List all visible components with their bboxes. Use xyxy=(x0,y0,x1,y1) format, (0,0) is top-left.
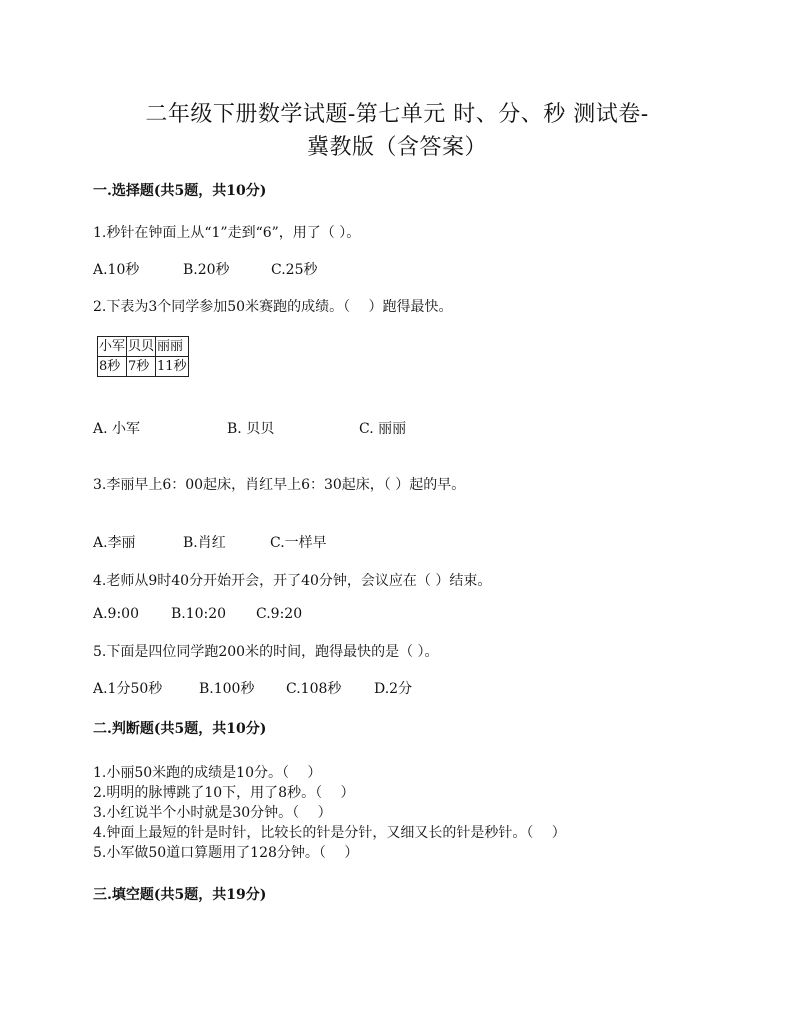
option-b: B.100秒 xyxy=(199,681,255,697)
option-b: B.肖红 xyxy=(183,535,226,551)
table-header-cell: 小军 xyxy=(98,337,127,357)
table-row xyxy=(98,357,189,377)
judge-item: 2.明明的脉博跳了10下，用了8秒。（ ） xyxy=(93,785,355,801)
question-2-text: 2.下表为3个同学参加50米赛跑的成绩。（ ）跑得最快。 xyxy=(93,299,453,315)
option-c: C. 丽丽 xyxy=(359,421,407,437)
question-5-text: 5.下面是四位同学跑200米的时间，跑得最快的是（ ）。 xyxy=(93,644,439,660)
option-a: A.李丽 xyxy=(93,535,136,551)
question-3-text: 3.李丽早上6：00起床，肖红早上6：30起床，（ ）起的早。 xyxy=(93,477,466,493)
option-b: B. 贝贝 xyxy=(227,421,275,437)
option-c: C.108秒 xyxy=(286,681,342,697)
option-c: C.一样早 xyxy=(270,535,327,551)
question-4-text: 4.老师从9时40分开始开会，开了40分钟，会议应在（ ）结束。 xyxy=(93,573,492,589)
table-header-cell: 丽丽 xyxy=(156,337,189,357)
section-heading-true-false: 二.判断题(共5题，共10分) xyxy=(93,721,267,737)
page-title-line-1: 二年级下册数学试题-第七单元 时、分、秒 测试卷- xyxy=(145,102,649,127)
option-a: A.1分50秒 xyxy=(93,681,163,697)
option-b: B.20秒 xyxy=(183,262,230,278)
judge-item: 3.小红说半个小时就是30分钟。（ ） xyxy=(93,805,332,821)
option-c: C.25秒 xyxy=(271,262,318,278)
judge-item: 1.小丽50米跑的成绩是10分。（ ） xyxy=(93,765,322,781)
question-1-text: 1.秒针在钟面上从“1”走到“6”，用了（ ）。 xyxy=(93,225,361,241)
table-header-cell: 贝贝 xyxy=(127,337,156,357)
judge-item: 4.钟面上最短的针是时针，比较长的针是分针，又细又长的针是秒针。（ ） xyxy=(93,825,566,841)
race-results-table xyxy=(97,336,189,377)
table-cell: 11秒 xyxy=(156,357,189,377)
table-cell: 7秒 xyxy=(127,357,156,377)
table-row xyxy=(98,337,189,357)
page-title-line-2: 冀教版（含答案） xyxy=(306,135,487,160)
judge-item: 5.小军做50道口算题用了128分钟。（ ） xyxy=(93,845,359,861)
option-b: B.10:20 xyxy=(171,606,227,622)
option-d: D.2分 xyxy=(374,681,413,697)
section-heading-choice: 一.选择题(共5题，共10分) xyxy=(93,183,267,199)
section-heading-fill-blank: 三.填空题(共5题，共19分) xyxy=(93,887,267,903)
option-a: A. 小军 xyxy=(93,421,141,437)
table-cell: 8秒 xyxy=(98,357,127,377)
option-a: A.9:00 xyxy=(93,606,139,622)
option-a: A.10秒 xyxy=(93,262,140,278)
option-c: C.9:20 xyxy=(256,606,303,622)
